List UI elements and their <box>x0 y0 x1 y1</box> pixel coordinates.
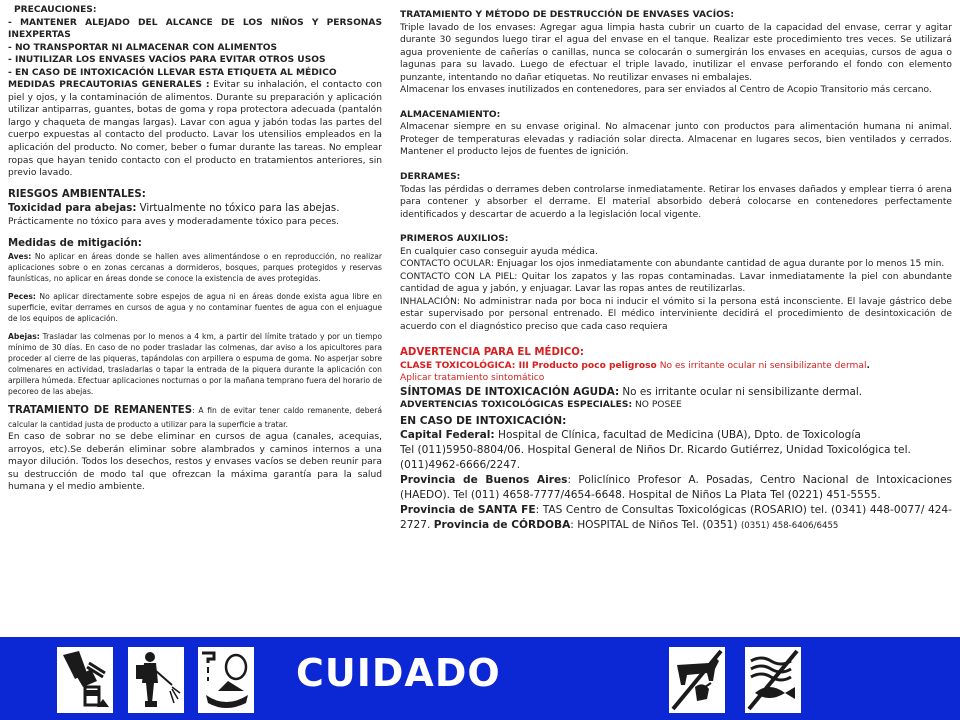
right-column <box>400 4 952 533</box>
mitigation-title: Medidas de mitigación: <box>8 238 142 250</box>
gloves-mixing-pictogram <box>57 647 113 713</box>
precaution-item: - MANTENER ALEJADO DEL ALCANCE DE LOS NIÑOS Y PERSONAS INEXPERTAS <box>8 17 382 41</box>
santa-fe-cordoba-contacts: Provincia de SANTA FE: TAS Centro de Consultas Toxicológicas (ROSARIO) tel. (0341) 448-0077/ 424-2727. Provincia de CÓRDOBA: HOSPITAL de Niños Tel. (0351) (0351) 458-6406/6455 <box>400 504 952 532</box>
mitigation-bees: Abejas: Trasladar las colmenas por lo menos a 4 km, a partir del límite tratado y por un tiempo mínimo de 30 días. En caso de no poder trasladar las colmenas, dar aviso a los apicultores para proceder al cierre de las piqueras, tapándolas con arpillera o espuma de goma. No asperjar sobre colmenares en actividad, trasladarlas o tapar la entrada de la piquera durante la aplicación con arpillera húmeda. Efectuar aplicaciones nocturnas o por la mañana temprano fuera del horario de pecoreo de las abejas. <box>8 332 382 397</box>
precaution-item: - NO TRANSPORTAR NI ALMACENAR CON ALIMENTOS <box>8 42 278 53</box>
bird-fish-toxicity: Prácticamente no tóxico para aves y moderadamente tóxico para peces. <box>8 216 340 227</box>
first-aid-title: PRIMEROS AUXILIOS: <box>400 234 509 245</box>
remnants-treatment: TRATAMIENTO DE REMANENTES: A fin de evitar tener caldo remanente, deberá calcular la cantidad justa de producto a utilizar para la superficie a tratar. <box>8 405 382 429</box>
spills-title: DERRAMES: <box>400 172 461 183</box>
precautions-title: PRECAUCIONES: <box>14 5 97 15</box>
intoxication-title: EN CASO DE INTOXICACIÓN: <box>400 414 567 427</box>
first-aid-skin: CONTACTO CON LA PIEL: Quitar los zapatos y las ropas contaminadas. Lavar inmediatamente la piel con abundante cantidad de agua y jabón, y enjuagar. Lavar las ropas antes de reutilizarlas. <box>400 271 952 295</box>
storage-title: ALMACENAMIENTO: <box>400 109 501 120</box>
caution-banner <box>0 637 960 720</box>
mitigation-birds: Aves: No aplicar en áreas donde se hallen aves alimentándose o en reproducción, no realizar aplicaciones sobre o en zonas cercanas a dormideros, bosques, parques protegidos y reservas faunísticas, no aplicar en áreas donde se conoce la existencia de aves protegidas. <box>8 252 382 284</box>
triple-wash-text: Triple lavado de los envases: Agregar agua limpia hasta cubrir un cuarto de la capacidad del envase, cerrar y agitar durante 30 segundos luego tirar el agua del envase en el tanque. Realizar este procedimiento tres veces. Se utilizará agua proveniente de cañerías o canillas, nunca se colocarán o sumergirán los envases en acequias, cursos de agua o lagunas para su lavado. Luego de efectuar el triple lavado, inutilizar el envase perforando el fondo con elemento punzante, intentando no dañar etiquetas. No reutilizar envases ni embalajes. <box>400 22 952 83</box>
no-fish-water-pictogram <box>745 647 801 713</box>
precaution-item: - INUTILIZAR LOS ENVASES VACÍOS PARA EVITAR OTROS USOS <box>8 55 326 66</box>
container-storage-text: Almacenar los envases inutilizados en contenedores, para ser enviados al Centro de Acopio Transitorio más cercano. <box>400 85 932 96</box>
buenos-aires-contacts: Provincia de Buenos Aires: Policlínico Profesor A. Posadas, Centro Nacional de Intoxicaciones (HAEDO). Tel (011) 4658-7777/4654-6648. Hospital de Niños La Plata Tel (0221) 451-5555. <box>400 474 952 502</box>
physician-warning-title: ADVERTENCIA PARA EL MÉDICO: <box>400 346 584 358</box>
container-disposal-title: TRATAMIENTO Y MÉTODO DE DESTRUCCIÓN DE ENVASES VACÍOS: <box>400 10 734 20</box>
sprayer-boots-pictogram <box>128 647 184 713</box>
mitigation-fish: Peces: No aplicar directamente sobre espejos de agua ni en áreas donde exista agua libre en superficie, evitar derrames en cursos de agua y no contaminar fuentes de agua con el enjuague de los equipos de aplicación. <box>8 292 382 324</box>
left-column <box>8 4 382 494</box>
storage-text: Almacenar siempre en su envase original. No almacenar junto con productos para alimentación humana ni animal. Proteger de temperaturas elevadas y radiación solar directa. Almacenar en lugares secos, bien ventilados y cerrados. Mantener el producto lejos de fuentes de ignición. <box>400 122 952 158</box>
wash-after-use-pictogram <box>198 647 254 713</box>
first-aid-eyes: CONTACTO OCULAR: Enjuagar los ojos inmediatamente con abundante cantidad de agua durante por lo menos 15 min. <box>400 259 945 270</box>
toxicological-class: CLASE TOXICOLÓGICA: III Producto poco peligroso No es irritante ocular ni sensibilizante dermal. <box>400 360 870 371</box>
precaution-item: - EN CASO DE INTOXICACIÓN LLEVAR ESTA ETIQUETA AL MÉDICO <box>8 67 337 78</box>
spills-text: Todas las pérdidas o derrames deben controlarse inmediatamente. Retirar los envases dañados y emplear tierra ó arena para contener y absorber el derrame. El material absorbido deberá colocarse en contenedores perfectamente identificados y descartar de acuerdo a la legislación local vigente. <box>400 184 952 220</box>
acute-symptoms: SÍNTOMAS DE INTOXICACIÓN AGUDA: No es irritante ocular ni sensibilizante dermal. <box>400 385 863 398</box>
no-animals-pictogram <box>669 647 725 713</box>
capital-federal-phones: Tel (011)5950-8804/06. Hospital General de Niños Dr. Ricardo Gutiérrez, Unidad Toxicológica tel. (011)4962-6666/2247. <box>400 444 911 472</box>
capital-federal-contacts: Capital Federal: Hospital de Clínica, facultad de Medicina (UBA), Dpto. de Toxicología <box>400 429 861 442</box>
first-aid-general: En cualquier caso conseguir ayuda médica. <box>400 246 598 257</box>
environmental-risks-title: RIESGOS AMBIENTALES: <box>8 188 146 200</box>
special-warnings: ADVERTENCIAS TOXICOLÓGICAS ESPECIALES: NO POSEE <box>400 400 682 411</box>
treatment-note: Aplicar tratamiento sintomático <box>400 373 545 384</box>
remnants-disposal: En caso de sobrar no se debe eliminar en cursos de agua (canales, acequias, arroyos, etc).Se deberán eliminar sobre alambrados y caminos internos a una mayor dilución. Todos los desechos, restos y envases vacíos se deben reunir para su destrucción de modo tal que ofrezcan la máxima garantía para la salud humana y el medio ambiente. <box>8 432 382 493</box>
caution-label: CUIDADO <box>296 651 501 695</box>
first-aid-inhalation: INHALACIÓN: No administrar nada por boca ni inducir el vómito si la persona está inconsciente. El lavaje gástrico debe estar supervisado por personal entrenado. El médico interviniente decidirá el procedimiento de desintoxicación de acuerdo con el diagnóstico preciso que cada caso requiera <box>400 296 952 333</box>
bee-toxicity: Toxicidad para abejas: Virtualmente no tóxico para las abejas. <box>8 202 340 214</box>
general-precautions: MEDIDAS PRECAUTORIAS GENERALES : Evitar su inhalación, el contacto con piel y ojos, y la contaminación de alimentos. Durante su preparación y aplicación utilizar antiparras, guantes, botas de goma y ropa protectora adecuada (pantalón largo y chaqueta de mangas largas). Lavar con agua y jabón todas las partes del cuerpo expuestas al contacto del producto. Lavar los utensilios empleados en la aplicación del producto. No comer, beber o fumar durante las tareas. No emplear ropas que hayan tenido contacto con el producto en tratamientos anteriores, sin previo lavado. <box>8 80 382 179</box>
